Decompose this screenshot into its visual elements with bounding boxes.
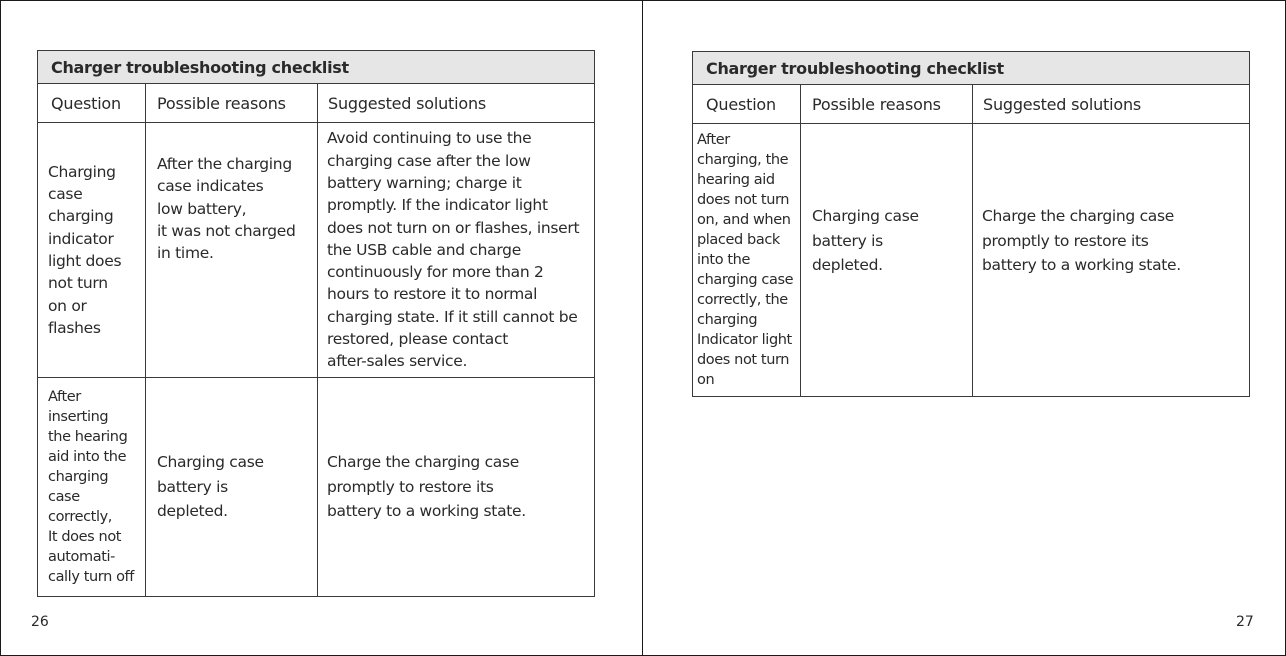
solution-cell: Avoid continuing to use the charging case after the low battery warning; charge it promptly. If the indicator light does not turn on or flashes, insert the USB cable and charge continuously for more than 2 hours to restore it to normal charging state. If it still cannot be restored, please contact after-sales service.	[318, 123, 595, 378]
reason-cell: Charging case battery is depleted.	[146, 378, 318, 597]
reason-cell: After the charging case indicates low battery, it was not charged in time.	[146, 123, 318, 378]
question-cell: After charging, the hearing aid does not turn on, and when placed back into the charging case correctly, the charging Indicator light does not turn on	[693, 124, 801, 397]
troubleshooting-table	[692, 51, 1250, 397]
column-header-question: Question	[693, 85, 801, 124]
column-header-question: Question	[38, 84, 146, 123]
table-title: Charger troubleshooting checklist	[693, 52, 1250, 85]
left-page	[0, 0, 642, 656]
question-cell: Charging case charging indicator light does not turn on or flashes	[38, 123, 146, 378]
column-header-reasons: Possible reasons	[146, 84, 318, 123]
solution-cell: Charge the charging case promptly to restore its battery to a working state.	[973, 124, 1250, 397]
column-header-solutions: Suggested solutions	[318, 84, 595, 123]
page-number: 27	[1236, 614, 1254, 630]
table-row	[38, 123, 595, 378]
reason-cell: Charging case battery is depleted.	[801, 124, 973, 397]
solution-cell: Charge the charging case promptly to restore its battery to a working state.	[318, 378, 595, 597]
table-row	[38, 378, 595, 597]
page-number: 26	[31, 614, 49, 630]
column-header-solutions: Suggested solutions	[973, 85, 1250, 124]
troubleshooting-table	[37, 50, 595, 597]
question-cell: After inserting the hearing aid into the charging case correctly, It does not automati- cally turn off	[38, 378, 146, 597]
table-row	[693, 124, 1250, 397]
column-header-reasons: Possible reasons	[801, 85, 973, 124]
table-title: Charger troubleshooting checklist	[38, 51, 595, 84]
right-page	[643, 0, 1286, 656]
